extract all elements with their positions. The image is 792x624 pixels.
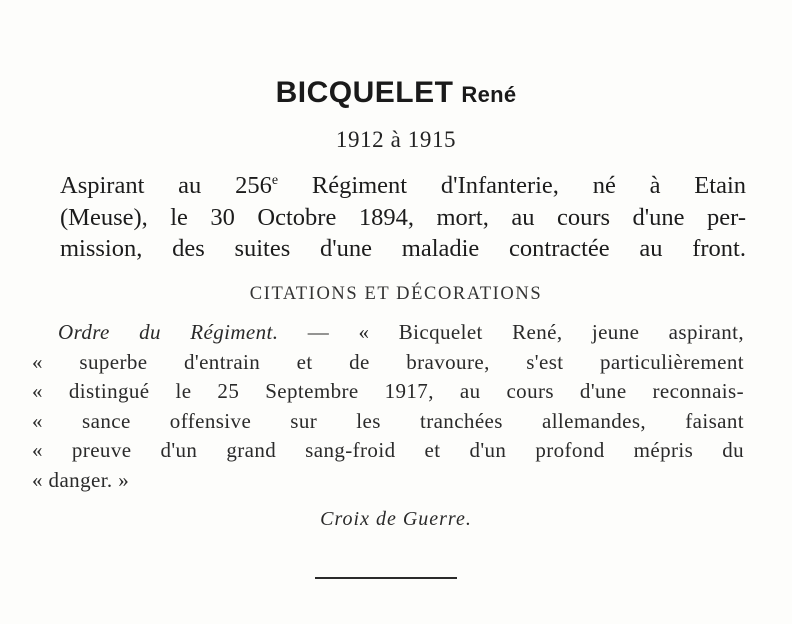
citation-line [32, 318, 744, 348]
award-name: Croix de Guerre. [320, 508, 472, 530]
biography-line: (Meuse), le 30 Octobre 1894, mort, au cours d'une per- [60, 203, 746, 231]
biography-line-text: Régiment d'Infanterie, né à Etain [278, 172, 747, 199]
service-dates: 1912 à 1915 [335, 127, 457, 152]
citation-line-text: — « Bicquelet René, jeune aspirant, [278, 320, 744, 344]
soldier-given-name: René [461, 82, 517, 107]
section-heading: CITATIONS ET DÉCORATIONS [249, 284, 543, 304]
soldier-name [0, 76, 792, 110]
ordinal-superscript: e [271, 172, 279, 188]
citation-line: « preuve d'un grand sang-froid et d'un profond mépris du [32, 438, 744, 462]
biography-line: mission, des suites d'une maladie contractée au front. [60, 235, 746, 262]
biography-paragraph [60, 170, 746, 265]
biography-line-text: Aspirant au 256 [60, 172, 272, 199]
closing-rule [315, 577, 457, 579]
soldier-surname: BICQUELET [275, 76, 454, 109]
biography-line [60, 170, 746, 202]
citation-line: « superbe d'entrain et de bravoure, s'est particulièrement [32, 349, 744, 374]
citation-order: Ordre du Régiment. [58, 320, 279, 344]
citation-line: « danger. » [32, 467, 130, 492]
citation-line: « sance offensive sur les tranchées allemandes, faisant [32, 408, 744, 433]
citation-paragraph [32, 318, 744, 495]
citation-line: « distingué le 25 Septembre 1917, au cours d'une reconnais- [32, 379, 744, 403]
